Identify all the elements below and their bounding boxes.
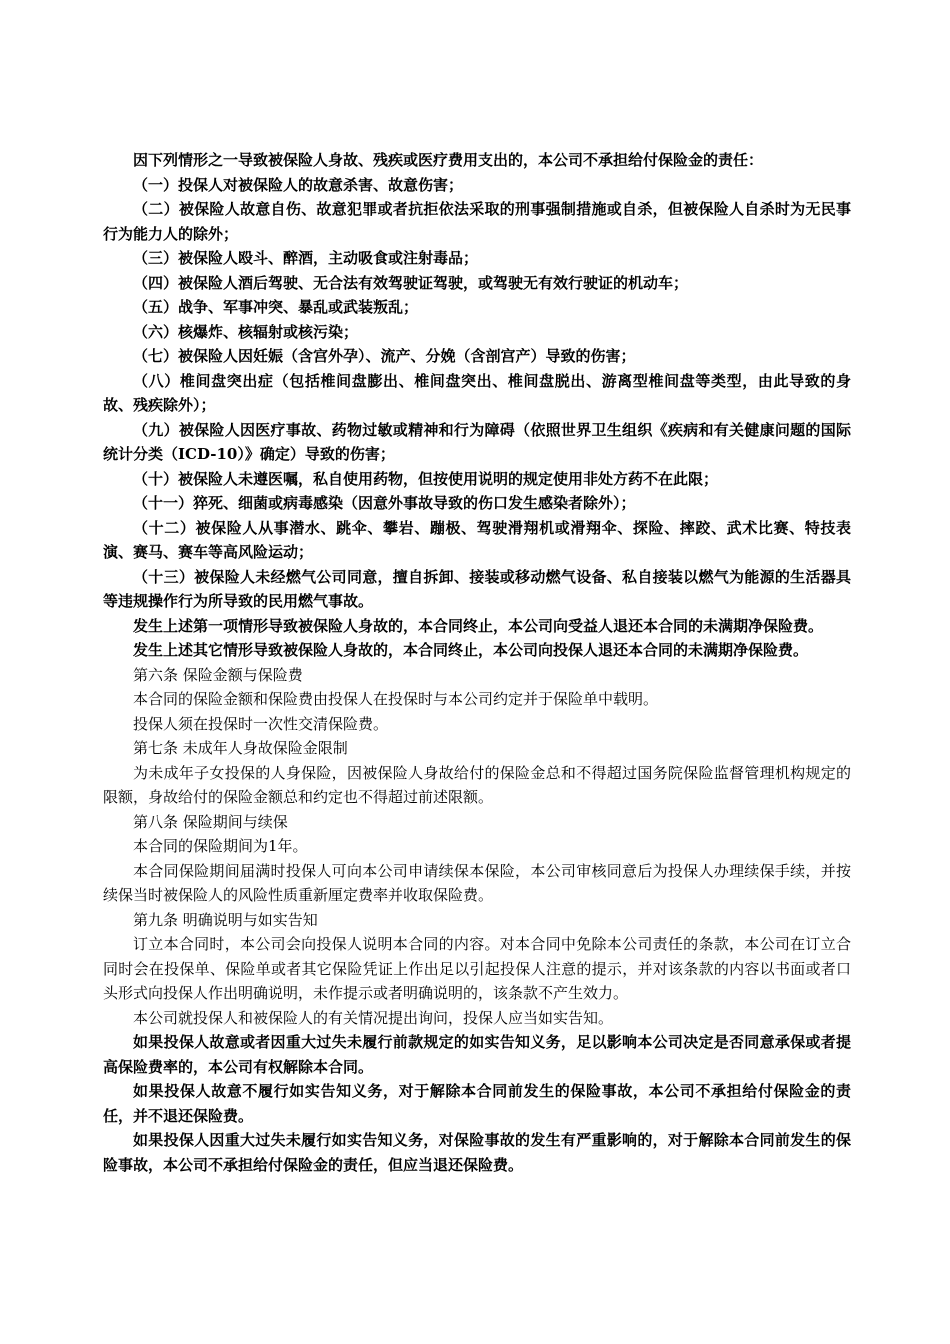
- exclusion-item-6: （六）核爆炸、核辐射或核污染；: [133, 322, 359, 341]
- exclusion-item-13: （十三）被保险人未经燃气公司同意，擅自拆卸、接装或移动燃气设备、私自接装以燃气为能源的生活器具等违规操作行为所导致的民用燃气事故。: [103, 567, 851, 610]
- refund-other-paragraph: 发生上述其它情形导致被保险人身故的，本合同终止，本公司向投保人退还本合同的未满期净保险费。: [133, 641, 809, 659]
- article-8-paragraph-2: 本合同保险期间届满时投保人可向本公司申请续保本保险，本公司审核同意后为投保人办理续保手续，并按续保当时被保险人的风险性质重新厘定费率并收取保险费。: [103, 861, 851, 904]
- article-9-paragraph-4: 如果投保人故意不履行如实告知义务，对于解除本合同前发生的保险事故，本公司不承担给付保险金的责任，并不退还保险费。: [103, 1082, 851, 1125]
- article-9-paragraph-5: 如果投保人因重大过失未履行如实告知义务，对保险事故的发生有严重影响的，对于解除本合同前发生的保险事故，本公司不承担给付保险金的责任，但应当退还保险费。: [103, 1131, 851, 1174]
- exclusion-item-4: （四）被保险人酒后驾驶、无合法有效驾驶证驾驶，或驾驶无有效行驶证的机动车；: [133, 273, 689, 292]
- article-9-paragraph-3: 如果投保人故意或者因重大过失未履行前款规定的如实告知义务，足以影响本公司决定是否同意承保或者提高保险费率的，本公司有权解除本合同。: [103, 1033, 851, 1076]
- article-6-paragraph-2: 投保人须在投保时一次性交清保险费。: [133, 714, 389, 733]
- exclusions-intro: 因下列情形之一导致被保险人身故、残疾或医疗费用支出的，本公司不承担给付保险金的责任：: [133, 151, 764, 169]
- article-8-paragraph-1: 本合同的保险期间为1年。: [133, 837, 308, 855]
- article-7-title: 第七条 未成年人身故保险金限制: [133, 739, 348, 757]
- article-8-title: 第八条 保险期间与续保: [133, 812, 288, 831]
- exclusion-item-5: （五）战争、军事冲突、暴乱或武装叛乱；: [133, 298, 419, 316]
- article-9-title: 第九条 明确说明与如实告知: [133, 910, 318, 929]
- exclusion-item-7: （七）被保险人因妊娠（含宫外孕）、流产、分娩（含剖宫产）导致的伤害；: [133, 347, 636, 365]
- article-9-paragraph-2: 本公司就投保人和被保险人的有关情况提出询问，投保人应当如实告知。: [133, 1008, 614, 1027]
- exclusion-item-11: （十一）猝死、细菌或病毒感染（因意外事故导致的伤口发生感染者除外）；: [133, 494, 636, 512]
- article-6-title: 第六条 保险金额与保险费: [133, 665, 303, 684]
- exclusion-item-12: （十二）被保险人从事潜水、跳伞、攀岩、蹦极、驾驶滑翔机或滑翔伞、探险、摔跤、武术比赛、特技表演、赛马、赛车等高风险运动；: [103, 518, 851, 561]
- exclusion-item-8: （八）椎间盘突出症（包括椎间盘膨出、椎间盘突出、椎间盘脱出、游离型椎间盘等类型，由此导致的身故、残疾除外）；: [103, 371, 851, 414]
- exclusion-item-10: （十）被保险人未遵医嘱，私自使用药物，但按使用说明的规定使用非处方药不在此限；: [133, 469, 719, 488]
- exclusion-item-9: （九）被保险人因医疗事故、药物过敏或精神和行为障碍（依照世界卫生组织《疾病和有关健康问题的国际统计分类（ICD-10）》确定）导致的伤害；: [103, 420, 851, 463]
- article-9-paragraph-1: 订立本合同时，本公司会向投保人说明本合同的内容。对本合同中免除本公司责任的条款，本公司在订立合同时会在投保单、保险单或者其它保险凭证上作出足以引起投保人注意的提示，并对该条款的内容以书面或者口头形式向投保人作出明确说明，未作提示或者明确说明的，该条款不产生效力。: [103, 935, 851, 1002]
- exclusion-item-1: （一）投保人对被保险人的故意杀害、故意伤害；: [133, 175, 464, 194]
- article-6-paragraph-1: 本合同的保险金额和保险费由投保人在投保时与本公司约定并于保险单中载明。: [133, 690, 659, 708]
- exclusion-item-3: （三）被保险人殴斗、醉酒，主动吸食或注射毒品；: [133, 249, 479, 267]
- article-7-paragraph-1: 为未成年子女投保的人身保险，因被保险人身故给付的保险金总和不得超过国务院保险监督管理机构规定的限额，身故给付的保险金额总和约定也不得超过前述限额。: [103, 763, 851, 806]
- exclusion-item-2: （二）被保险人故意自伤、故意犯罪或者抗拒依法采取的刑事强制措施或自杀，但被保险人自杀时为无民事行为能力人的除外；: [103, 200, 851, 243]
- refund-first-paragraph: 发生上述第一项情形导致被保险人身故的，本合同终止，本公司向受益人退还本合同的未满期净保险费。: [133, 616, 824, 635]
- document-page: [103, 148, 851, 1177]
